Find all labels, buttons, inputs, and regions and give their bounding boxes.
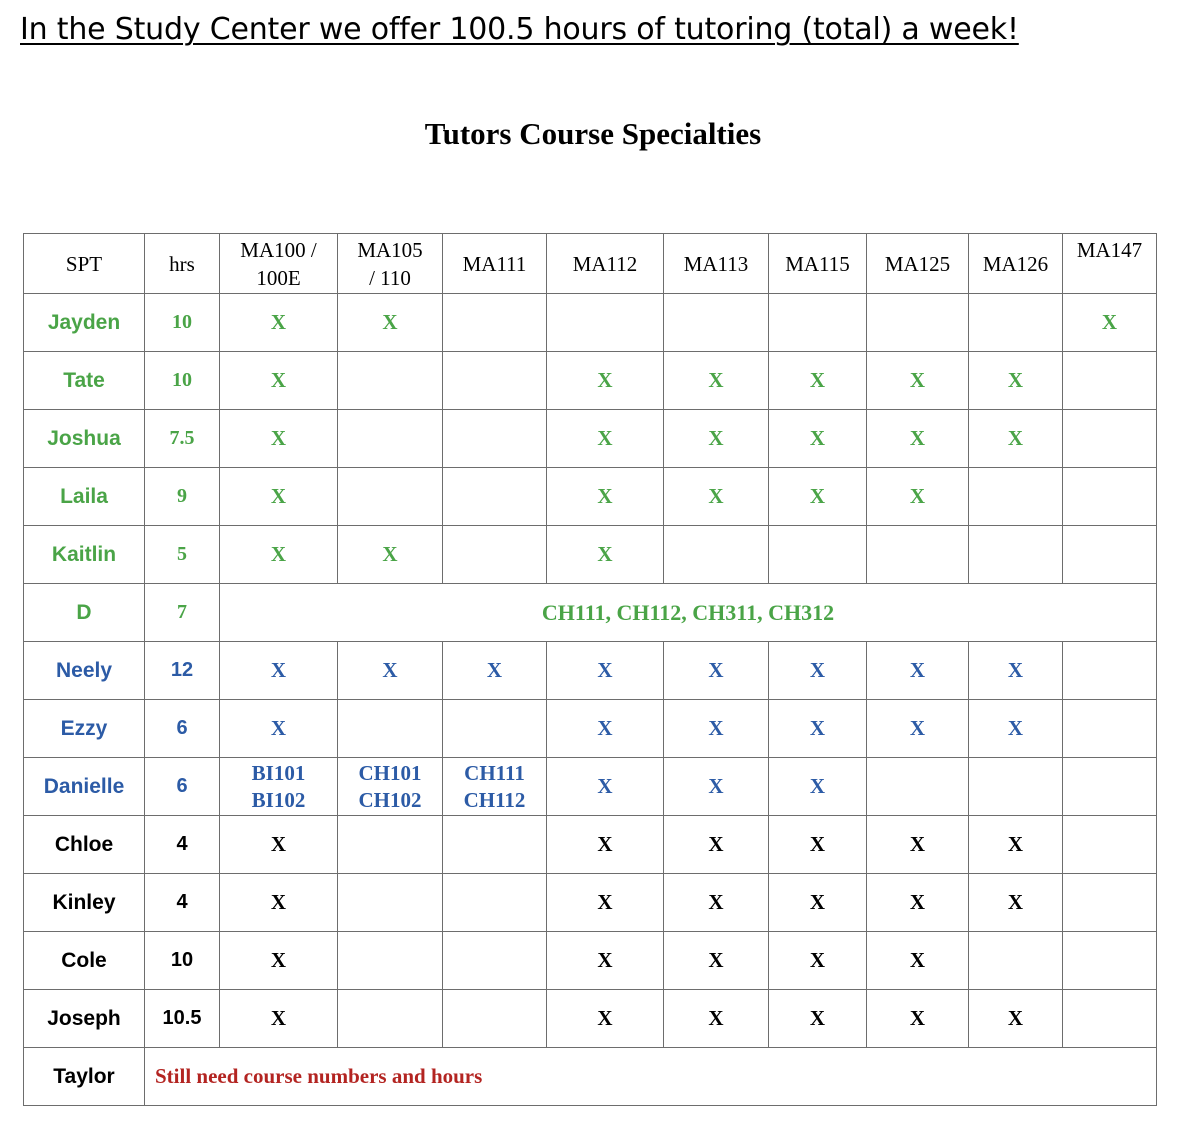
empty-cell bbox=[969, 294, 1063, 352]
empty-cell bbox=[867, 526, 969, 584]
empty-cell bbox=[443, 294, 547, 352]
column-header: MA126 bbox=[969, 234, 1063, 294]
column-header: MA100 / 100E bbox=[220, 234, 338, 294]
empty-cell bbox=[1063, 758, 1157, 816]
empty-cell bbox=[338, 990, 443, 1048]
specialty-mark: X bbox=[769, 352, 867, 410]
empty-cell bbox=[338, 932, 443, 990]
tutor-name: Neely bbox=[24, 642, 145, 700]
specialty-mark: X bbox=[867, 816, 969, 874]
specialty-mark: X bbox=[664, 874, 769, 932]
specialty-mark: X bbox=[547, 758, 664, 816]
empty-cell bbox=[1063, 874, 1157, 932]
empty-cell bbox=[443, 410, 547, 468]
tutor-hours: 7 bbox=[145, 584, 220, 642]
specialty-mark: X bbox=[220, 874, 338, 932]
empty-cell bbox=[769, 294, 867, 352]
column-header: MA112 bbox=[547, 234, 664, 294]
specialty-mark: X bbox=[664, 700, 769, 758]
specialty-mark: X bbox=[969, 990, 1063, 1048]
table-row bbox=[24, 874, 1157, 932]
empty-cell bbox=[1063, 352, 1157, 410]
empty-cell bbox=[1063, 700, 1157, 758]
specialty-mark: X bbox=[338, 294, 443, 352]
empty-cell bbox=[443, 700, 547, 758]
empty-cell bbox=[769, 526, 867, 584]
specialty-mark: X bbox=[664, 642, 769, 700]
specialty-mark: X bbox=[547, 700, 664, 758]
empty-cell bbox=[867, 758, 969, 816]
tutor-hours: 6 bbox=[145, 700, 220, 758]
tutor-hours: 10.5 bbox=[145, 990, 220, 1048]
specialty-mark: X bbox=[664, 410, 769, 468]
empty-cell bbox=[1063, 932, 1157, 990]
specialty-mark: X bbox=[547, 410, 664, 468]
empty-cell bbox=[338, 874, 443, 932]
specialty-mark: X bbox=[769, 816, 867, 874]
specialty-mark: X bbox=[769, 758, 867, 816]
column-header: MA147 bbox=[1063, 234, 1157, 294]
pending-note: Still need course numbers and hours bbox=[145, 1048, 1157, 1106]
empty-cell bbox=[338, 700, 443, 758]
empty-cell bbox=[664, 526, 769, 584]
specialty-mark: X bbox=[769, 642, 867, 700]
specialty-mark: X bbox=[664, 352, 769, 410]
tutor-hours: 12 bbox=[145, 642, 220, 700]
tutor-name: Tate bbox=[24, 352, 145, 410]
tutor-hours: 5 bbox=[145, 526, 220, 584]
specialty-mark: X bbox=[867, 990, 969, 1048]
empty-cell bbox=[969, 932, 1063, 990]
specialty-mark: X bbox=[1063, 294, 1157, 352]
tutor-hours: 9 bbox=[145, 468, 220, 526]
tutor-name: Cole bbox=[24, 932, 145, 990]
specialty-mark: X bbox=[867, 410, 969, 468]
empty-cell bbox=[1063, 816, 1157, 874]
tutor-hours: 6 bbox=[145, 758, 220, 816]
empty-cell bbox=[1063, 410, 1157, 468]
course-list: CH111, CH112, CH311, CH312 bbox=[220, 584, 1157, 642]
column-header: SPT bbox=[24, 234, 145, 294]
empty-cell bbox=[443, 990, 547, 1048]
specialty-mark: X bbox=[220, 410, 338, 468]
specialty-mark: X bbox=[969, 874, 1063, 932]
empty-cell bbox=[338, 816, 443, 874]
table-title: Tutors Course Specialties bbox=[424, 116, 762, 151]
empty-cell bbox=[338, 352, 443, 410]
specialty-mark: X bbox=[547, 352, 664, 410]
column-header: hrs bbox=[145, 234, 220, 294]
specialty-mark: X bbox=[969, 642, 1063, 700]
specialty-mark: X bbox=[769, 932, 867, 990]
empty-cell bbox=[443, 932, 547, 990]
header-row bbox=[24, 234, 1157, 294]
specialty-mark: X bbox=[547, 932, 664, 990]
specialty-mark: X bbox=[969, 816, 1063, 874]
tutor-name: Jayden bbox=[24, 294, 145, 352]
empty-cell bbox=[1063, 990, 1157, 1048]
empty-cell bbox=[338, 468, 443, 526]
tutor-name: Taylor bbox=[24, 1048, 145, 1106]
specialty-mark: X bbox=[220, 990, 338, 1048]
column-header: MA125 bbox=[867, 234, 969, 294]
specialty-mark: X bbox=[867, 874, 969, 932]
specialty-mark: X bbox=[769, 990, 867, 1048]
tutor-name: Joshua bbox=[24, 410, 145, 468]
specialty-mark: X bbox=[547, 990, 664, 1048]
specialty-mark: X bbox=[769, 874, 867, 932]
specialty-mark: X bbox=[220, 352, 338, 410]
course-codes: BI101 BI102 bbox=[220, 758, 338, 816]
specialty-mark: X bbox=[338, 526, 443, 584]
specialty-mark: X bbox=[220, 816, 338, 874]
specialty-mark: X bbox=[969, 410, 1063, 468]
tutor-hours: 4 bbox=[145, 816, 220, 874]
column-header: MA111 bbox=[443, 234, 547, 294]
specialty-mark: X bbox=[969, 700, 1063, 758]
specialty-mark: X bbox=[547, 874, 664, 932]
specialty-mark: X bbox=[220, 468, 338, 526]
specialty-mark: X bbox=[769, 700, 867, 758]
specialty-mark: X bbox=[867, 932, 969, 990]
empty-cell bbox=[969, 758, 1063, 816]
specialty-mark: X bbox=[867, 700, 969, 758]
column-header: MA113 bbox=[664, 234, 769, 294]
empty-cell bbox=[1063, 642, 1157, 700]
specialty-mark: X bbox=[220, 932, 338, 990]
specialty-mark: X bbox=[664, 468, 769, 526]
empty-cell bbox=[338, 410, 443, 468]
specialty-mark: X bbox=[547, 468, 664, 526]
table-row bbox=[24, 816, 1157, 874]
table-row bbox=[24, 642, 1157, 700]
tutor-name: Ezzy bbox=[24, 700, 145, 758]
table-row bbox=[24, 932, 1157, 990]
specialty-mark: X bbox=[664, 758, 769, 816]
table-row bbox=[24, 758, 1157, 816]
empty-cell bbox=[443, 874, 547, 932]
specialty-mark: X bbox=[220, 526, 338, 584]
tutor-hours: 10 bbox=[145, 294, 220, 352]
specialty-mark: X bbox=[867, 642, 969, 700]
specialty-mark: X bbox=[664, 816, 769, 874]
empty-cell bbox=[547, 294, 664, 352]
tutor-name: Joseph bbox=[24, 990, 145, 1048]
specialty-mark: X bbox=[769, 468, 867, 526]
empty-cell bbox=[969, 468, 1063, 526]
tutor-name: Laila bbox=[24, 468, 145, 526]
table-row bbox=[24, 410, 1157, 468]
specialty-mark: X bbox=[867, 352, 969, 410]
course-codes: CH101 CH102 bbox=[338, 758, 443, 816]
specialty-mark: X bbox=[769, 410, 867, 468]
specialty-mark: X bbox=[969, 352, 1063, 410]
empty-cell bbox=[1063, 526, 1157, 584]
table-row bbox=[24, 1048, 1157, 1106]
course-codes: CH111 CH112 bbox=[443, 758, 547, 816]
empty-cell bbox=[443, 816, 547, 874]
column-header: MA115 bbox=[769, 234, 867, 294]
empty-cell bbox=[664, 294, 769, 352]
tutor-name: Danielle bbox=[24, 758, 145, 816]
specialty-mark: X bbox=[547, 526, 664, 584]
specialty-mark: X bbox=[867, 468, 969, 526]
tutor-name: Chloe bbox=[24, 816, 145, 874]
tutor-specialties-table bbox=[23, 233, 1157, 1106]
tutor-name: Kaitlin bbox=[24, 526, 145, 584]
tutor-hours: 10 bbox=[145, 932, 220, 990]
specialty-mark: X bbox=[220, 700, 338, 758]
table-row bbox=[24, 526, 1157, 584]
empty-cell bbox=[443, 526, 547, 584]
specialty-mark: X bbox=[220, 642, 338, 700]
specialty-mark: X bbox=[338, 642, 443, 700]
empty-cell bbox=[969, 526, 1063, 584]
table-row bbox=[24, 584, 1157, 642]
table-row bbox=[24, 294, 1157, 352]
specialty-mark: X bbox=[547, 642, 664, 700]
table-row bbox=[24, 352, 1157, 410]
empty-cell bbox=[443, 468, 547, 526]
page-headline: In the Study Center we offer 100.5 hours of tutoring (total) a week! bbox=[20, 12, 1019, 47]
table-row bbox=[24, 990, 1157, 1048]
specialty-mark: X bbox=[547, 816, 664, 874]
tutor-hours: 10 bbox=[145, 352, 220, 410]
empty-cell bbox=[1063, 468, 1157, 526]
specialty-mark: X bbox=[664, 990, 769, 1048]
table-row bbox=[24, 468, 1157, 526]
table-row bbox=[24, 700, 1157, 758]
tutor-hours: 7.5 bbox=[145, 410, 220, 468]
tutor-name: D bbox=[24, 584, 145, 642]
tutor-name: Kinley bbox=[24, 874, 145, 932]
specialty-mark: X bbox=[443, 642, 547, 700]
column-header: MA105 / 110 bbox=[338, 234, 443, 294]
empty-cell bbox=[443, 352, 547, 410]
specialty-mark: X bbox=[664, 932, 769, 990]
empty-cell bbox=[867, 294, 969, 352]
tutor-hours: 4 bbox=[145, 874, 220, 932]
specialty-mark: X bbox=[220, 294, 338, 352]
